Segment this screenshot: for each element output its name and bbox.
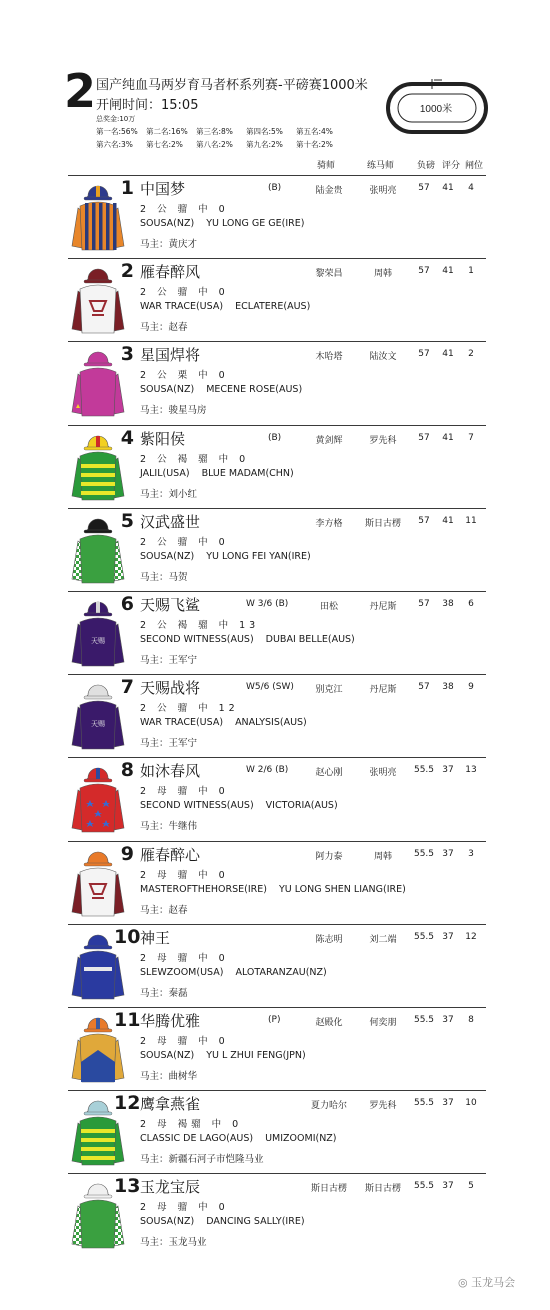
horse-details: 2 公 褐 骝 中 0 (140, 453, 250, 465)
sire: WAR TRACE(USA) (140, 301, 224, 313)
sire: CLASSIC DE LAGO(AUS) (140, 1133, 254, 1145)
draw: 11 (465, 515, 477, 526)
owner: 马主：刘小红 (140, 488, 198, 500)
weight: 55.5 (413, 1015, 435, 1025)
footer-label: 玉龙马会 (471, 1276, 516, 1289)
pedigree (140, 551, 323, 562)
jockey-name: 黄剑辉 (315, 435, 343, 446)
runner-row (68, 1090, 486, 1171)
equipment: (B) (268, 183, 282, 193)
race-title: 国产纯血马两岁育马者杯系列赛-平磅赛1000米 (96, 78, 368, 93)
horse-details: 2 母 骝 中 0 (140, 869, 229, 881)
owner: 马主：骏星马房 (140, 405, 207, 417)
trainer-name: 张明亮 (369, 186, 397, 196)
runner-number: 1 (120, 177, 134, 199)
runner-row (68, 924, 486, 1005)
dam: BLUE MADAM(CHN) (201, 467, 294, 479)
column-header-rating: 评分 (442, 161, 461, 171)
prize-item: 第二名:16% (146, 127, 188, 136)
weight: 57 (418, 266, 430, 277)
weight: 57 (418, 183, 430, 193)
rating: 41 (442, 432, 454, 443)
runner-row (68, 258, 486, 339)
prize-distribution (96, 125, 346, 151)
horse-name: 中国梦 (140, 180, 186, 198)
runner-number: 3 (120, 343, 134, 366)
runner-number: 10 (114, 925, 141, 948)
equipment: (B) (268, 432, 282, 443)
equipment: W 3/6 (B) (246, 599, 289, 609)
prize-item: 第五名:4% (296, 127, 333, 136)
horse-details: 2 公 褐 骝 中 13 (140, 620, 260, 631)
horse-details: 2 公 骝 中 0 (140, 204, 229, 215)
owner: 马主：玉龙马业 (140, 1237, 207, 1249)
rating: 38 (442, 682, 454, 693)
rating: 37 (442, 848, 454, 859)
horse-name: 神王 (140, 928, 171, 947)
trainer-name: 刘二端 (369, 934, 397, 945)
gate-time: 开闸时间：15:05 (96, 98, 199, 113)
prize-item: 第九名:2% (246, 140, 283, 149)
wechat-icon: ◎ (458, 1276, 468, 1289)
dam: DANCING SALLY(IRE) (206, 1216, 305, 1228)
equipment: W 2/6 (B) (246, 765, 289, 776)
prize-item: 第八名:2% (196, 140, 233, 149)
sire: SOUSA(NZ) (140, 550, 195, 562)
jockey-name: 夏力哈尔 (310, 1101, 347, 1112)
dam: YU LONG FEI YAN(IRE) (206, 550, 311, 562)
svg-text:天赐: 天赐 (91, 638, 105, 645)
trainer-name: 周韩 (373, 851, 392, 862)
rating: 37 (442, 931, 454, 942)
dam: ALOTARANZAU(NZ) (235, 966, 327, 978)
column-header-draw: 闸位 (465, 161, 484, 171)
dam: UMIZOOMI(NZ) (265, 1133, 337, 1145)
draw: 2 (468, 349, 474, 360)
race-number: 2 (64, 64, 97, 118)
prize-item: 第一名:56% (96, 127, 138, 136)
draw: 10 (465, 1098, 477, 1109)
horse-name: 星国焊将 (140, 346, 201, 365)
sire: MASTEROFTHEHORSE(IRE) (140, 883, 267, 895)
horse-details: 2 公 栗 中 0 (140, 370, 229, 382)
column-header-weight: 负磅 (417, 161, 436, 171)
sire: SLEWZOOM(USA) (140, 966, 224, 978)
rating: 41 (442, 266, 454, 277)
horse-details: 2 母 骝 中 0 (140, 1202, 229, 1214)
owner: 马主：王军宁 (140, 655, 198, 666)
weight: 57 (418, 432, 430, 443)
pedigree (140, 1133, 349, 1144)
trainer-name: 何奕朋 (369, 1018, 397, 1028)
pedigree (140, 717, 319, 728)
runner-row (68, 425, 486, 506)
jockey-name: 赵心刚 (315, 768, 343, 779)
owner: 马主：黄庆才 (140, 239, 198, 250)
horse-details: 2 母 骝 中 0 (140, 1036, 229, 1047)
owner: 马主：马贺 (140, 571, 188, 583)
pedigree (140, 884, 418, 895)
trainer-name: 周韩 (373, 269, 392, 280)
draw: 9 (468, 682, 474, 693)
draw: 3 (468, 848, 474, 859)
sire: JALIL(USA) (140, 467, 190, 479)
pedigree (140, 218, 316, 229)
jockey-name: 阿力泰 (315, 851, 343, 862)
prize-item: 第七名:2% (146, 140, 183, 149)
horse-name: 玉龙宝辰 (140, 1178, 201, 1197)
jockey-name: 别克江 (315, 685, 343, 696)
rating: 37 (442, 1098, 454, 1109)
trainer-name: 丹尼斯 (369, 685, 397, 696)
rating: 41 (442, 183, 454, 193)
draw: 6 (468, 599, 474, 609)
horse-details: 2 母 褐骝 中 0 (140, 1119, 243, 1131)
pedigree (140, 301, 322, 312)
prize-item: 第十名:2% (296, 140, 333, 149)
owner: 马主：曲树华 (140, 1071, 198, 1082)
runner-row (68, 591, 486, 672)
equipment: (P) (268, 1015, 281, 1025)
runner-row (68, 341, 486, 422)
draw: 12 (465, 931, 477, 942)
sire: SOUSA(NZ) (140, 1050, 195, 1061)
weight: 55.5 (413, 931, 435, 942)
owner: 马主：赵春 (140, 904, 188, 916)
horse-name: 汉武盛世 (140, 512, 201, 531)
dam: ANALYSIS(AUS) (235, 717, 307, 729)
equipment: W5/6 (SW) (246, 682, 294, 693)
trainer-name: 斯日古楞 (364, 1184, 401, 1195)
trainer-name: 张明亮 (369, 768, 397, 779)
runner-number: 12 (114, 1092, 141, 1115)
weight: 57 (418, 682, 430, 693)
dam: YU L ZHUI FENG(JPN) (206, 1050, 306, 1061)
rating: 37 (442, 1181, 454, 1192)
horse-name: 鹰拿燕雀 (140, 1095, 201, 1114)
rating: 41 (442, 515, 454, 526)
jockey-name: 李方格 (315, 518, 343, 529)
column-header-jockey: 骑师 (317, 161, 336, 171)
sire: SOUSA(NZ) (140, 384, 195, 396)
runner-number: 2 (120, 260, 134, 283)
horse-name: 如沐春风 (140, 762, 201, 781)
trainer-name: 罗先科 (369, 435, 397, 446)
sire: SOUSA(NZ) (140, 1216, 195, 1228)
weight: 57 (418, 599, 430, 609)
jockey-name: 田松 (319, 602, 338, 612)
horse-details: 2 母 骝 中 0 (140, 952, 229, 964)
jockey-name: 陈志明 (315, 934, 343, 945)
jockey-name: 陆金贵 (315, 186, 343, 196)
runner-number: 7 (120, 676, 134, 699)
sire: SECOND WITNESS(AUS) (140, 800, 254, 812)
svg-text:天赐: 天赐 (91, 721, 105, 729)
owner: 马主：牛继伟 (140, 821, 198, 833)
owner: 马主：王军宁 (140, 738, 198, 750)
prize-item: 第六名:3% (96, 140, 133, 149)
runner-number: 13 (114, 1175, 141, 1198)
weight: 55.5 (413, 848, 435, 859)
horse-details: 2 母 骝 中 0 (140, 786, 229, 798)
race-header (0, 0, 550, 175)
trainer-name: 丹尼斯 (369, 602, 397, 612)
horse-name: 天赐飞鲨 (140, 596, 201, 614)
horse-name: 天赐战将 (140, 679, 201, 698)
draw: 1 (468, 266, 474, 277)
track-diagram (384, 78, 490, 134)
dam: MECENE ROSE(AUS) (206, 384, 303, 396)
sire: SOUSA(NZ) (140, 218, 195, 229)
runner-row (68, 1173, 486, 1254)
weight: 55.5 (413, 765, 435, 776)
horse-details: 2 公 骝 中 0 (140, 536, 229, 548)
runner-row (68, 841, 486, 922)
horse-name: 华腾优雅 (140, 1012, 201, 1030)
runner-row (68, 508, 486, 589)
runner-number: 11 (114, 1009, 141, 1031)
trainer-name: 罗先科 (369, 1101, 397, 1112)
weight: 55.5 (413, 1181, 435, 1192)
horse-name: 雁春醉风 (140, 263, 201, 282)
jockey-name: 木哈塔 (315, 352, 343, 363)
prize-item: 第三名:8% (196, 127, 233, 136)
dam: ECLATERE(AUS) (235, 301, 311, 313)
runner-number: 8 (120, 759, 134, 782)
dam: DUBAI BELLE(AUS) (265, 634, 355, 645)
owner: 马主：秦磊 (140, 987, 188, 999)
prize-item: 第四名:5% (246, 127, 283, 136)
trainer-name: 斯日古楞 (364, 518, 401, 529)
dam: VICTORIA(AUS) (265, 800, 338, 812)
trainer-name: 陆汝文 (369, 352, 397, 363)
draw: 5 (468, 1181, 474, 1192)
dam: YU LONG SHEN LIANG(IRE) (278, 883, 406, 895)
sire: SECOND WITNESS(AUS) (140, 634, 254, 645)
jockey-name: 黎荣昌 (315, 269, 343, 280)
dam: YU LONG GE GE(IRE) (206, 218, 305, 229)
jockey-name: 赵殿化 (315, 1018, 343, 1028)
pedigree (140, 468, 306, 479)
total-purse: 总奖金:10万 (96, 115, 136, 123)
runner-row (68, 757, 486, 838)
footer-logo (458, 1274, 515, 1290)
pedigree (140, 1050, 318, 1061)
column-header-trainer: 练马师 (367, 161, 395, 171)
runner-row (68, 175, 486, 256)
draw: 8 (468, 1015, 474, 1025)
runner-row (68, 1007, 486, 1088)
rating: 41 (442, 349, 454, 360)
rating: 37 (442, 1015, 454, 1025)
rating: 38 (442, 599, 454, 609)
weight: 57 (418, 515, 430, 526)
horse-details: 2 公 骝 中 0 (140, 287, 229, 299)
track-distance-label: 1000米 (419, 104, 453, 115)
weight: 57 (418, 349, 430, 360)
runner-row (68, 674, 486, 755)
horse-name: 紫阳侯 (140, 429, 186, 448)
runner-number: 4 (120, 426, 134, 449)
draw: 7 (468, 432, 474, 443)
horse-details: 2 公 骝 中 12 (140, 703, 239, 715)
pedigree (140, 1216, 317, 1227)
owner: 马主：赵春 (140, 322, 188, 334)
owner: 马主：新疆石河子市恺隆马业 (140, 1154, 264, 1166)
runner-number: 5 (120, 509, 134, 532)
jockey-name: 斯日古楞 (310, 1184, 347, 1195)
rating: 37 (442, 765, 454, 776)
draw: 4 (468, 183, 474, 193)
runner-number: 9 (120, 842, 134, 865)
pedigree (140, 634, 367, 645)
sire: WAR TRACE(USA) (140, 717, 224, 729)
weight: 55.5 (413, 1098, 435, 1109)
draw: 13 (465, 765, 477, 776)
horse-name: 雁春醉心 (140, 845, 201, 864)
pedigree (140, 384, 314, 395)
pedigree (140, 967, 339, 978)
runner-number: 6 (120, 593, 134, 615)
pedigree (140, 800, 350, 811)
